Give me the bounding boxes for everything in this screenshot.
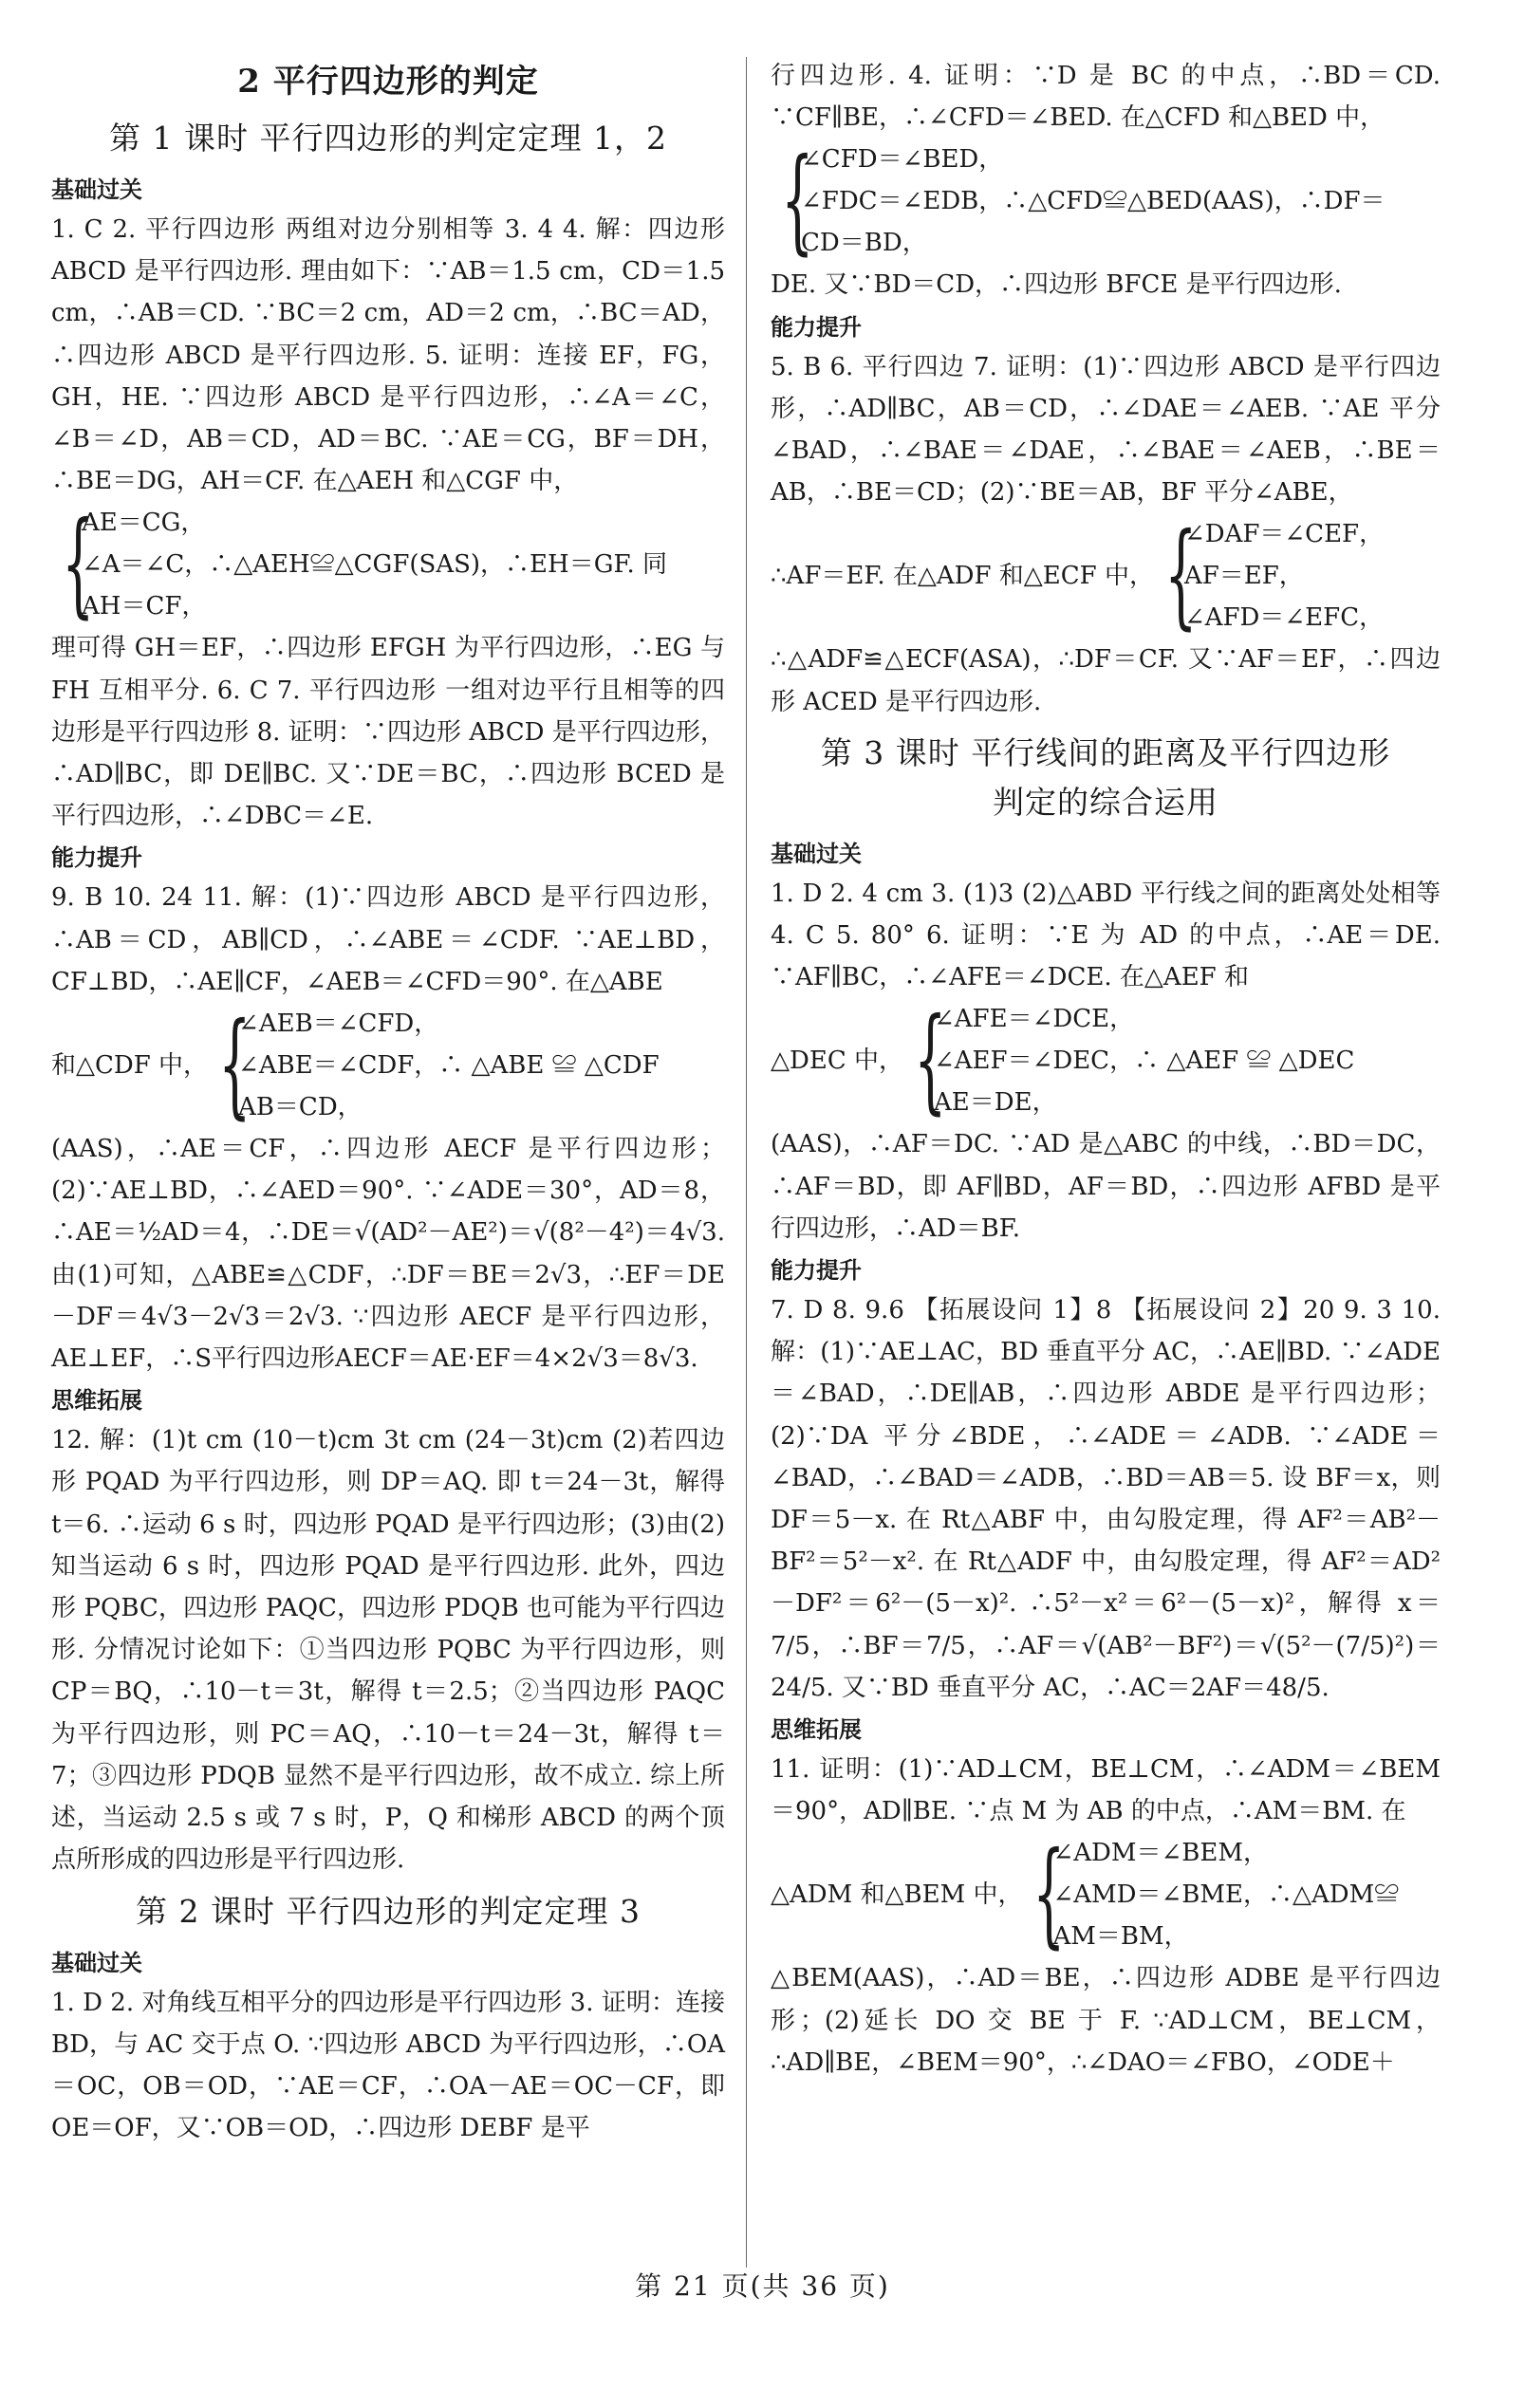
system-line: ∠ABE＝∠CDF，∴ △ABE ≌ △CDF	[238, 1051, 660, 1081]
system-line: ∠AFE＝∠DCE，	[933, 1005, 1135, 1034]
lesson-3-title-line1: 第 3 课时 平行线间的距离及平行四边形	[820, 733, 1391, 771]
lesson2-ability-answers-cont: ∴△ADF≌△ECF(ASA)，∴DF＝CF. 又∵AF＝EF，∴四边形 ACED 是平行四边形.	[771, 645, 1441, 716]
system-line: ∠FDC＝∠EDB，∴△CFD≌△BED(AAS)，∴DF＝	[801, 187, 1386, 216]
equation-system	[771, 135, 1441, 268]
lesson1-basic-answers: 1. C 2. 平行四边形 两组对边分别相等 3. 4 4. 解：四边形 ABCD 是平行四边形. 理由如下：∵AB＝1.5 cm，CD＝1.5 cm，∴AB＝CD. ∵BC＝2 cm，AD＝2 cm，∴BC＝AD，∴四边形 ABCD 是平行四边形. 5. 证明：连接 EF，FG，GH，HE. ∵四边形 ABCD 是平行四边形，∴∠A＝∠C，∠B＝∠D，AB＝CD，AD＝BC. ∵AE＝CG，BF＝DH，∴BE＝DG，AH＝CF. 在△AEH 和△CGF 中，	[51, 215, 725, 496]
system-line: AE＝DE，	[933, 1088, 1057, 1118]
system-prefix: 和△CDF 中，	[51, 1050, 209, 1080]
system-line: ∠AFD＝∠EFC，	[1183, 603, 1385, 633]
lesson2-ability-answers: 5. B 6. 平行四边 7. 证明：(1)∵四边形 ABCD 是平行四边形，∴AD∥BC，AB＝CD，∴∠DAE＝∠AEB. ∵AE 平分∠BAD，∴∠BAE＝∠DAE，∴∠BAE＝∠AEB，∴BE＝AB，∴BE＝CD；(2)∵BE＝AB，BF 平分∠ABE，	[771, 352, 1441, 508]
lesson-3-title-line2: 判定的综合运用	[993, 783, 1218, 821]
left-column	[51, 55, 725, 2149]
lesson-2-title: 第 2 课时 平行四边形的判定定理 3	[136, 1892, 641, 1930]
column-divider	[746, 57, 747, 2268]
system-line: AM＝BM，	[1052, 1922, 1189, 1952]
equation-system	[51, 999, 725, 1132]
lesson3-ability-answers: 7. D 8. 9.6 【拓展设问 1】8 【拓展设问 2】20 9. 3 10. 解：(1)∵AE⊥AC，BD 垂直平分 AC，∴AE∥BD. ∵∠ADE＝∠BAD，∴DE∥AB，∴四边形 ABDE 是平行四边形；(2)∵DA 平分∠BDE，∴∠ADE＝∠ADB. ∵∠ADE＝∠BAD，∴∠BAD＝∠ADB，∴BD＝AB＝5. 设 BF＝x，则 DF＝5－x. 在 Rt△ABF 中，由勾股定理，得 AF²＝AB²－BF²＝5²－x². 在 Rt△ADF 中，由勾股定理，得 AF²＝AD²－DF²＝6²－(5－x)². ∴5²－x²＝6²－(5－x)²，解得 x＝7/5，∴BF＝7/5，∴AF＝√(AB²－BF²)＝√(5²－(7/5)²)＝24/5. 又∵BD 垂直平分 AC，∴AC＝2AF＝48/5.	[771, 1296, 1441, 1702]
system-line: ∠CFD＝∠BED，	[801, 145, 1004, 175]
system-line: AF＝EF，	[1183, 562, 1304, 591]
system-line: AE＝CG，	[82, 509, 206, 538]
lesson2-basic-answers-cont: 行四边形. 4. 证明：∵D 是 BC 的中点，∴BD＝CD. ∵CF∥BE，∴∠CFD＝∠BED. 在△CFD 和△BED 中，	[771, 62, 1441, 133]
brace-icon: {	[1164, 509, 1198, 642]
heading-ability: 能力提升	[771, 313, 862, 341]
brace-icon: {	[218, 999, 251, 1132]
heading-basic: 基础过关	[771, 840, 862, 867]
lesson2-basic-answers-end: DE. 又∵BD＝CD，∴四边形 BFCE 是平行四边形.	[771, 270, 1342, 300]
heading-basic: 基础过关	[51, 1949, 142, 1976]
system-line: ∠AEB＝∠CFD，	[238, 1010, 439, 1039]
lesson3-thinking-answers: 11. 证明：(1)∵AD⊥CM，BE⊥CM，∴∠ADM＝∠BEM＝90°，AD∥BE. ∵点 M 为 AB 的中点，∴AM＝BM. 在	[771, 1755, 1441, 1826]
lesson-3-title	[771, 729, 1441, 827]
system-prefix: △DEC 中，	[771, 1047, 903, 1076]
heading-ability: 能力提升	[51, 844, 142, 872]
lesson1-ability-answers-cont: (AAS)，∴AE＝CF，∴四边形 AECF 是平行四边形；(2)∵AE⊥BD，∴∠AED＝90°. ∵∠ADE＝30°，AD＝8，∴AE＝½AD＝4，∴DE＝√(AD²－AE²)＝√(8²－4²)＝4√3. 由(1)可知，△ABE≌△CDF，∴DF＝BE＝2√3，∴EF＝DE－DF＝4√3－2√3＝2√3. ∵四边形 AECF 是平行四边形，AE⊥EF，∴S平行四边形AECF＝AE·EF＝4×2√3＝8√3.	[51, 1135, 725, 1374]
brace-icon: {	[781, 135, 814, 268]
system-line: ∠A＝∠C，∴△AEH≌△CGF(SAS)，∴EH＝GF. 同	[82, 550, 667, 580]
equation-system	[771, 1828, 1441, 1961]
brace-icon: {	[914, 994, 947, 1127]
system-line: AB＝CD，	[238, 1093, 363, 1122]
system-line: ∠AMD＝∠BME，∴△ADM≌	[1052, 1880, 1400, 1910]
system-line: ∠AEF＝∠DEC，∴ △AEF ≌ △DEC	[933, 1047, 1355, 1076]
lesson1-basic-answers-cont: 理可得 GH＝EF，∴四边形 EFGH 为平行四边形，∴EG 与 FH 互相平分. 6. C 7. 平行四边形 一组对边平行且相等的四边形是平行四边形 8. 证明：∵四边形 ABCD 是平行四边形，∴AD∥BC，即 DE∥BC. 又∵DE＝BC，∴四边形 BCED 是平行四边形，∴∠DBC＝∠E.	[51, 634, 725, 831]
system-line: ∠ADM＝∠BEM，	[1052, 1839, 1269, 1868]
equation-system	[771, 509, 1441, 642]
lesson1-ability-answers: 9. B 10. 24 11. 解：(1)∵四边形 ABCD 是平行四边形，∴AB＝CD，AB∥CD，∴∠ABE＝∠CDF. ∵AE⊥BD，CF⊥BD，∴AE∥CF，∠AEB＝∠CFD＝90°. 在△ABE	[51, 883, 725, 996]
lesson3-basic-answers: 1. D 2. 4 cm 3. (1)3 (2)△ABD 平行线之间的距离处处相等 4. C 5. 80° 6. 证明：∵E 为 AD 的中点，∴AE＝DE. ∵AF∥BC，∴∠AFE＝∠DCE. 在△AEF 和	[771, 879, 1441, 992]
system-line: AH＝CF，	[82, 592, 207, 621]
heading-thinking: 思维拓展	[771, 1716, 862, 1744]
brace-icon: {	[1032, 1828, 1066, 1961]
system-line: ∠DAF＝∠CEF，	[1183, 520, 1385, 549]
section-title: 2 平行四边形的判定	[237, 63, 539, 101]
lesson3-thinking-answers-cont: △BEM(AAS)，∴AD＝BE，∴四边形 ADBE 是平行四边形；(2)延长 DO 交 BE 于 F. ∵AD⊥CM，BE⊥CM，∴AD∥BE，∠BEM＝90°，∴∠DAO＝∠FBO，∠ODE＋	[771, 1964, 1441, 2077]
lesson1-thinking-answers: 12. 解：(1)t cm (10－t)cm 3t cm (24－3t)cm (2)若四边形 PQAD 为平行四边形，则 DP＝AQ. 即 t＝24－3t，解得 t＝6. ∴运动 6 s 时，四边形 PQAD 是平行四边形；(3)由(2)知当运动 6 s 时，四边形 PQAD 是平行四边形. 此外，四边形 PQBC，四边形 PAQC，四边形 PDQB 也可能为平行四边形. 分情况讨论如下：①当四边形 PQBC 为平行四边形，则 CP＝BQ，∴10－t＝3t，解得 t＝2.5；②当四边形 PAQC 为平行四边形，则 PC＝AQ，∴10－t＝24－3t，解得 t＝7；③四边形 PDQB 显然不是平行四边形，故不成立. 综上所述，当运动 2.5 s 或 7 s 时，P，Q 和梯形 ABCD 的两个顶点所形成的四边形是平行四边形.	[51, 1426, 725, 1875]
right-column	[771, 55, 1441, 2084]
heading-ability: 能力提升	[771, 1257, 862, 1285]
heading-basic: 基础过关	[51, 176, 142, 203]
system-prefix: △ADM 和△BEM 中，	[771, 1880, 1023, 1910]
page-footer: 第 21 页(共 36 页)	[635, 2270, 890, 2302]
lesson3-basic-answers-cont: (AAS)，∴AF＝DC. ∵AD 是△ABC 的中线，∴BD＝DC，∴AF＝BD，即 AF∥BD，AF＝BD，∴四边形 AFBD 是平行四边形，∴AD＝BF.	[771, 1130, 1441, 1243]
lesson2-basic-answers: 1. D 2. 对角线互相平分的四边形是平行四边形 3. 证明：连接 BD，与 AC 交于点 O. ∵四边形 ABCD 为平行四边形，∴OA＝OC，OB＝OD，∵AE＝CF，∴OA－AE＝OC－CF，即 OE＝OF，又∵OB＝OD，∴四边形 DEBF 是平	[51, 1988, 725, 2143]
lesson-1-title: 第 1 课时 平行四边形的判定定理 1，2	[109, 120, 667, 157]
equation-system	[51, 498, 725, 631]
equation-system	[771, 994, 1441, 1127]
heading-thinking: 思维拓展	[51, 1387, 142, 1415]
system-line: CD＝BD，	[801, 229, 927, 258]
brace-icon: {	[62, 498, 95, 631]
system-prefix: ∴AF＝EF. 在△ADF 和△ECF 中，	[771, 562, 1154, 591]
